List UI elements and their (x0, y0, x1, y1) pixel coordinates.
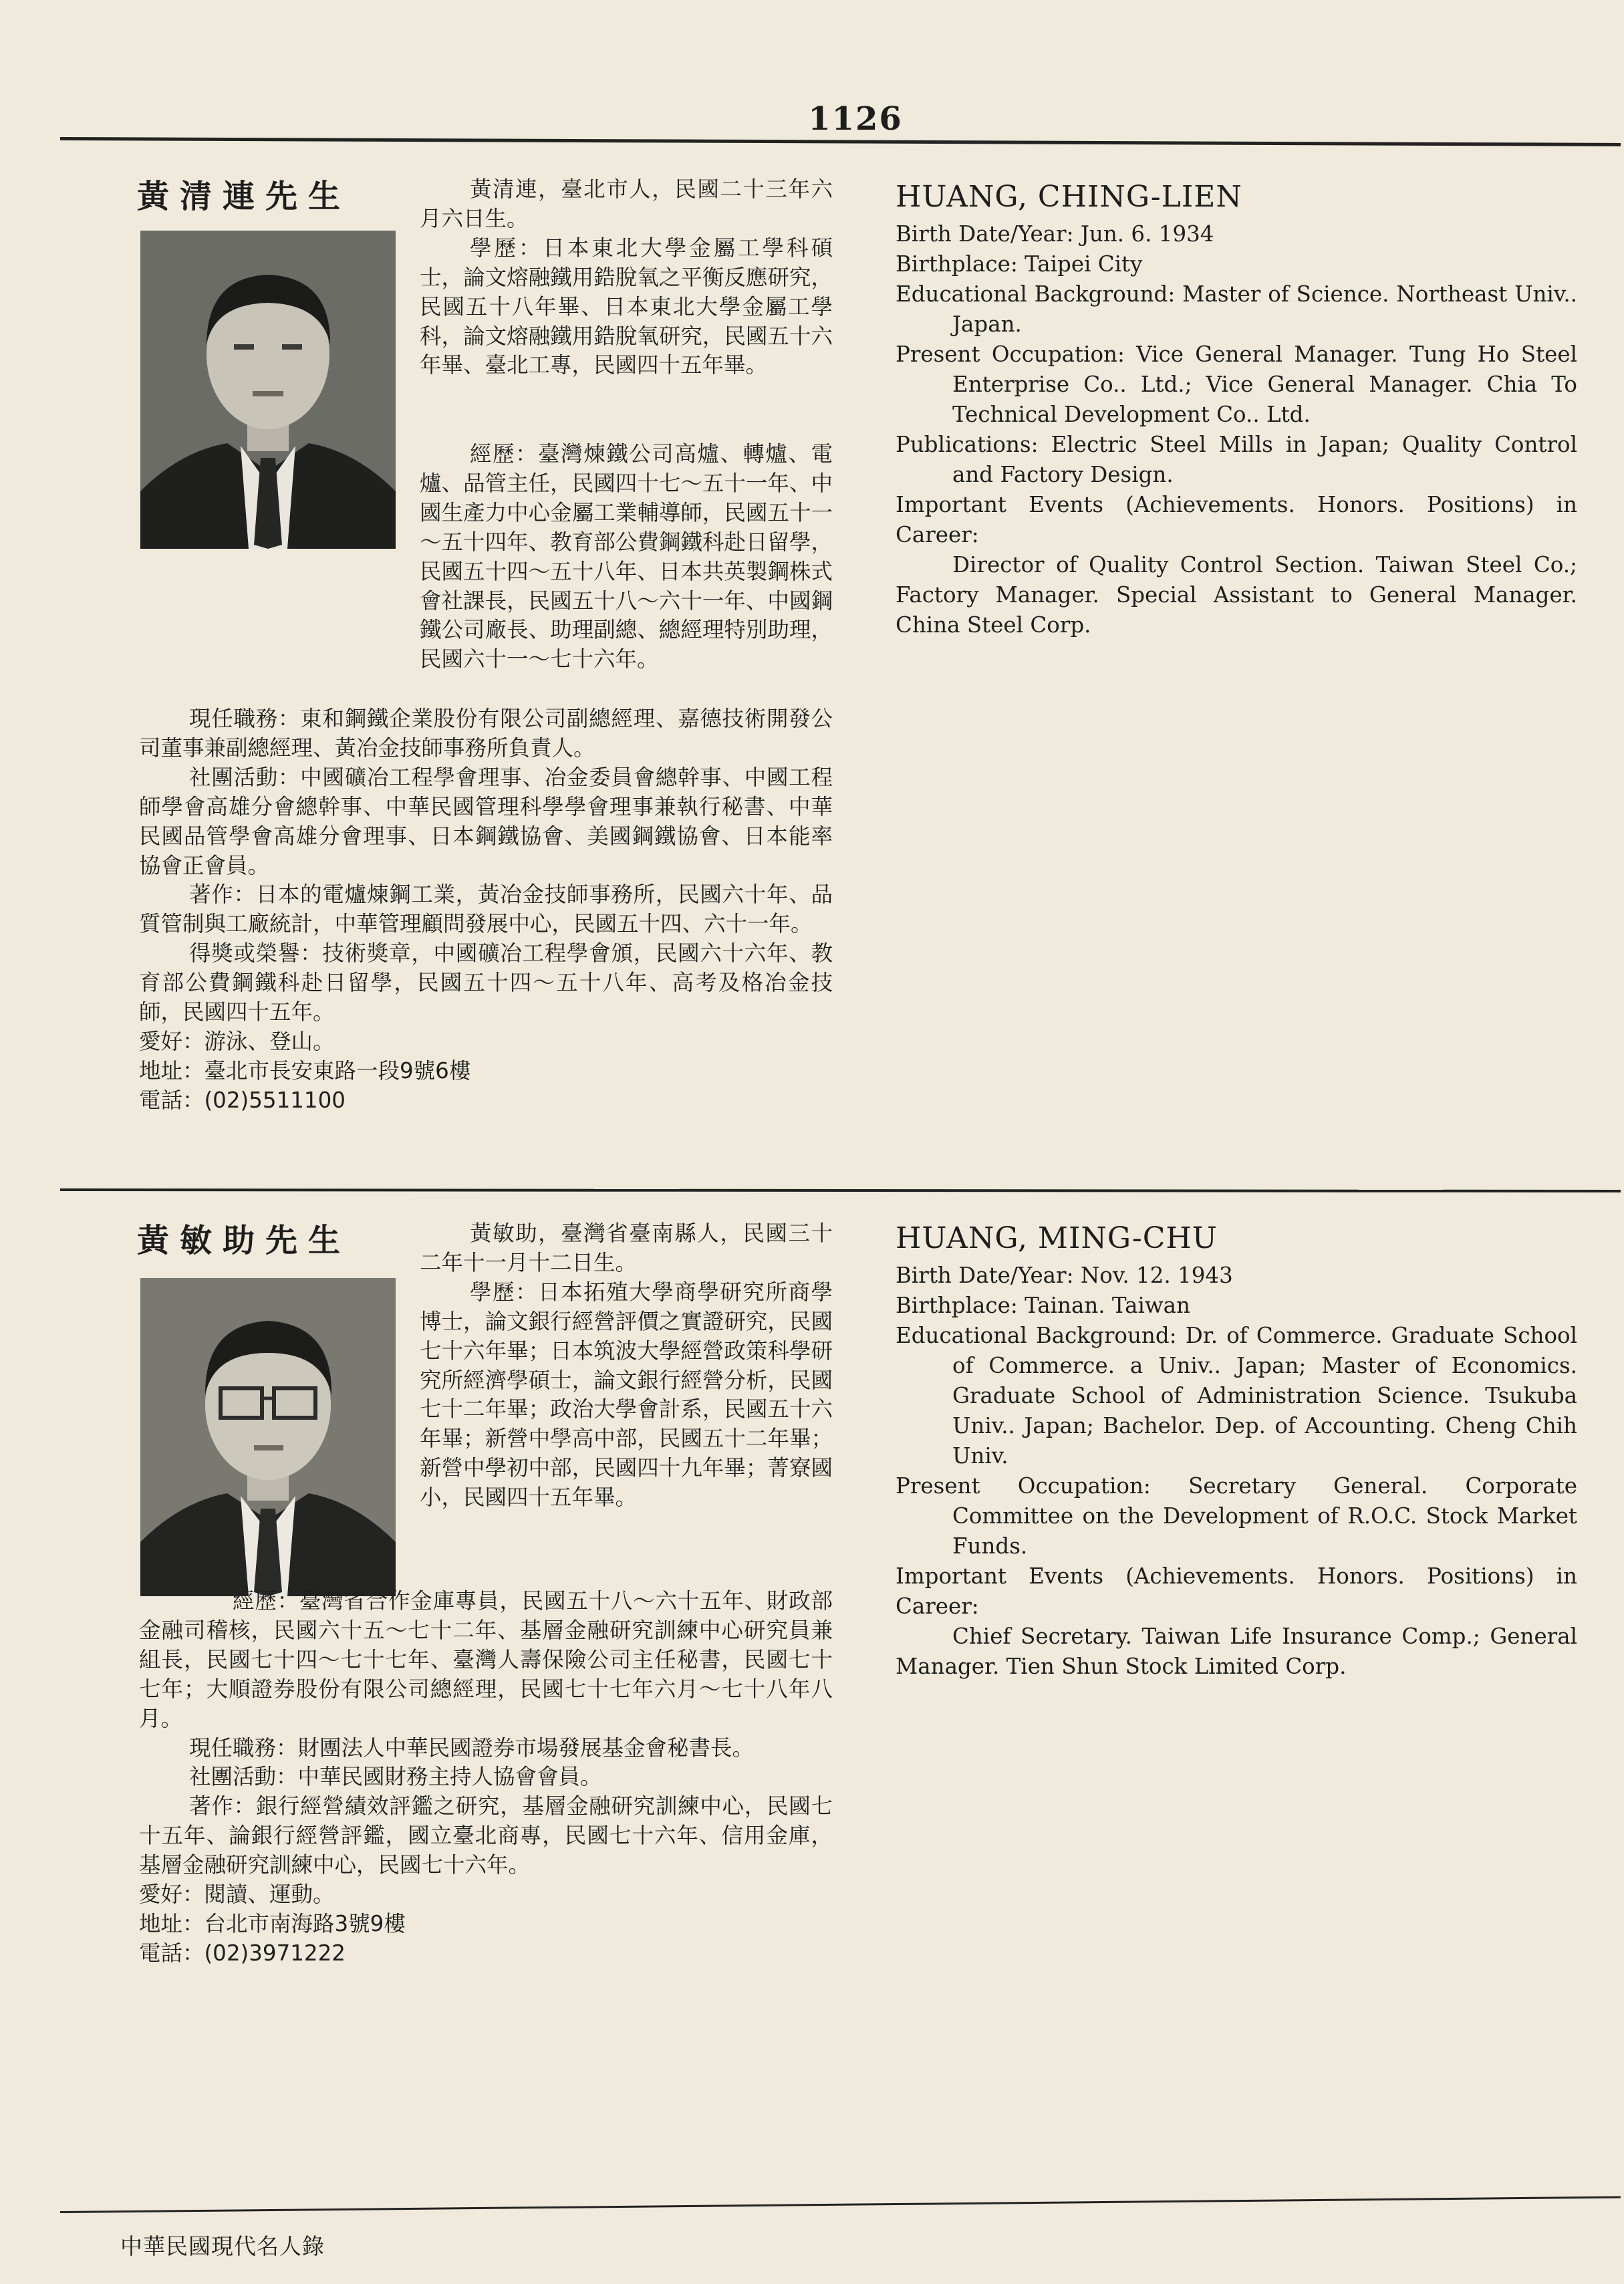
entry-1-en-publications: Publications: Electric Steel Mills in Japan; Quality Control and Factory Design. (896, 432, 1577, 487)
entry-1-cn-intro (420, 175, 833, 380)
entry-1-cn-paragraph: 著作：日本的電爐煉鋼工業，黃冶金技師事務所，民國六十年、品質管制與工廠統計，中華管理顧問發展中心，民國五十四、六十一年。 (139, 882, 833, 937)
entry-1-cn-paragraph: 經歷：臺灣煉鐵公司高爐、轉爐、電爐、品管主任，民國四十七～五十一年、中國生產力中心金屬工業輔導師，民國五十一～五十四年、教育部公費鋼鐵科赴日留學，民國五十四～五十八年、日本共英製鋼株式會社課長，民國五十八～六十一年、中國鋼鐵公司廠長、助理副總、總經理特別助理，民國六十一～七十六年。 (420, 441, 833, 672)
entry-1-cn-paragraph: 社團活動：中國礦冶工程學會理事、冶金委員會總幹事、中國工程師學會高雄分會總幹事、中華民國管理科學學會理事兼執行秘書、中華民國品管學會高雄分會理事、日本鋼鐵協會、美國鋼鐵協會、日本能率協會正會員。 (139, 764, 833, 878)
entry-1-en-birthdate: Birth Date/Year: Jun. 6. 1934 (896, 221, 1214, 247)
header-rule (60, 137, 1621, 146)
entry-2-cn-intro (420, 1219, 833, 1513)
entry-2-portrait-photo (140, 1278, 396, 1596)
entry-1-en-occupation: Present Occupation: Vice General Manager. Tung Ho Steel Enterprise Co.. Ltd.; Vice General Manager. Chia To Technical Development Co.. Ltd. (896, 342, 1577, 427)
entry-1-cn-paragraph: 學歷：日本東北大學金屬工學科碩士，論文熔融鐵用鋯脫氧之平衡反應研究，民國五十八年畢、日本東北大學金屬工學科，論文熔融鐵用鋯脫氧研究，民國五十六年畢、臺北工專，民國四十五年畢。 (420, 235, 833, 378)
entry-2-cn-hobby: 愛好：閱讀、運動。 (139, 1882, 335, 1908)
entry-1-cn-body (139, 705, 833, 1116)
entry-2-en-events-heading: Important Events (Achievements. Honors. Positions) in Career: (896, 1563, 1577, 1619)
entry-divider-rule (60, 1188, 1621, 1192)
entry-2-cn-paragraph: 經歷：臺灣省合作金庫專員，民國五十八～六十五年、財政部金融司稽核，民國六十五～七十二年、基層金融研究訓練中心研究員兼組長，民國七十四～七十七年、臺灣人壽保險公司主任秘書，民國七十七年；大順證券股份有限公司總經理，民國七十七年六月～七十八年八月。 (139, 1588, 833, 1731)
entry-1-cn-hobby: 愛好：游泳、登山。 (139, 1028, 335, 1054)
entry-1-cn-paragraph: 現任職務：東和鋼鐵企業股份有限公司副總經理、嘉德技術開發公司董事兼副總經理、黃冶金技師事務所負責人。 (139, 706, 833, 761)
entry-1-cn-paragraph: 黃清連，臺北市人，民國二十三年六月六日生。 (420, 176, 833, 231)
entry-1-cn-experience (420, 440, 833, 674)
entry-2-cn-phone: 電話：(02)3971222 (139, 1940, 346, 1966)
entry-1-en-birthplace: Birthplace: Taipei City (896, 251, 1143, 277)
book-title-footer: 中華民國現代名人錄 (120, 2233, 325, 2259)
entry-1-cn-paragraph: 得獎或榮譽：技術獎章，中國礦冶工程學會頒，民國六十六年、教育部公費鋼鐵科赴日留學，民國五十四～五十八年、高考及格冶金技師，民國四十五年。 (139, 940, 833, 1025)
entry-2-en-birthdate: Birth Date/Year: Nov. 12. 1943 (896, 1263, 1233, 1288)
entry-2-en-column (896, 1221, 1577, 1682)
entry-2-en-education: Educational Background: Dr. of Commerce. Graduate School of Commerce. a Univ.. Japan; Master of Economics. Graduate School of Administration Science. Tsukuba Univ.. Japan; Bachelor. Dep. of Accounting. Cheng Chih Univ. (896, 1323, 1577, 1469)
footer-rule (60, 2196, 1621, 2213)
entry-1-name-cn: 黃清連先生 (137, 178, 352, 215)
entry-1-en-events: Director of Quality Control Section. Taiwan Steel Co.; Factory Manager. Special Assistant to General Manager. China Steel Corp. (896, 552, 1577, 638)
entry-2-name-cn: 黃敏助先生 (137, 1222, 352, 1259)
entry-1-en-column (896, 179, 1577, 640)
entry-2-cn-paragraph: 社團活動：中華民國財務主持人協會會員。 (189, 1764, 602, 1790)
entry-2-cn-address: 地址：台北市南海路3號9樓 (139, 1910, 406, 1936)
entry-1-cn-address: 地址：臺北市長安東路一段9號6樓 (139, 1057, 471, 1084)
entry-2-name-en: HUANG, MING-CHU (896, 1221, 1218, 1255)
entry-1-en-events-heading: Important Events (Achievements. Honors. Positions) in Career: (896, 492, 1577, 547)
entry-2-en-occupation: Present Occupation: Secretary General. Corporate Committee on the Development of R.O.C. Stock Market Funds. (896, 1473, 1577, 1559)
entry-2-cn-paragraph: 黃敏助，臺灣省臺南縣人，民國三十二年十一月十二日生。 (420, 1221, 833, 1275)
entry-2-cn-paragraph: 學歷：日本拓殖大學商學研究所商學博士，論文銀行經營評價之實證研究，民國七十六年畢；日本筑波大學經營政策科學研究所經濟學碩士，論文銀行經營分析，民國七十二年畢；政治大學會計系，民國五十六年畢；新營中學高中部，民國五十二年畢；新營中學初中部，民國四十九年畢；菁寮國小，民國四十五年畢。 (420, 1279, 833, 1511)
entry-2-en-birthplace: Birthplace: Tainan. Taiwan (896, 1293, 1190, 1318)
entry-1-portrait-photo (140, 231, 396, 549)
entry-1-en-education: Educational Background: Master of Science. Northeast Univ.. Japan. (896, 281, 1577, 337)
entry-2-en-events: Chief Secretary. Taiwan Life Insurance Comp.; General Manager. Tien Shun Stock Limited Corp. (896, 1624, 1577, 1679)
entry-1-name-en: HUANG, CHING-LIEN (896, 180, 1242, 214)
entry-2-cn-paragraph: 現任職務：財團法人中華民國證券市場發展基金會秘書長。 (189, 1735, 755, 1761)
entry-1-cn-phone: 電話：(02)5511100 (139, 1087, 346, 1113)
entry-2-cn-body (139, 1587, 833, 1969)
entry-2-cn-paragraph: 著作：銀行經營績效評鑑之研究，基層金融研究訓練中心，民國七十五年、論銀行經營評鑑，國立臺北商專，民國七十六年、信用金庫，基層金融研究訓練中心，民國七十六年。 (139, 1793, 833, 1878)
page-number: 1126 (808, 100, 903, 138)
